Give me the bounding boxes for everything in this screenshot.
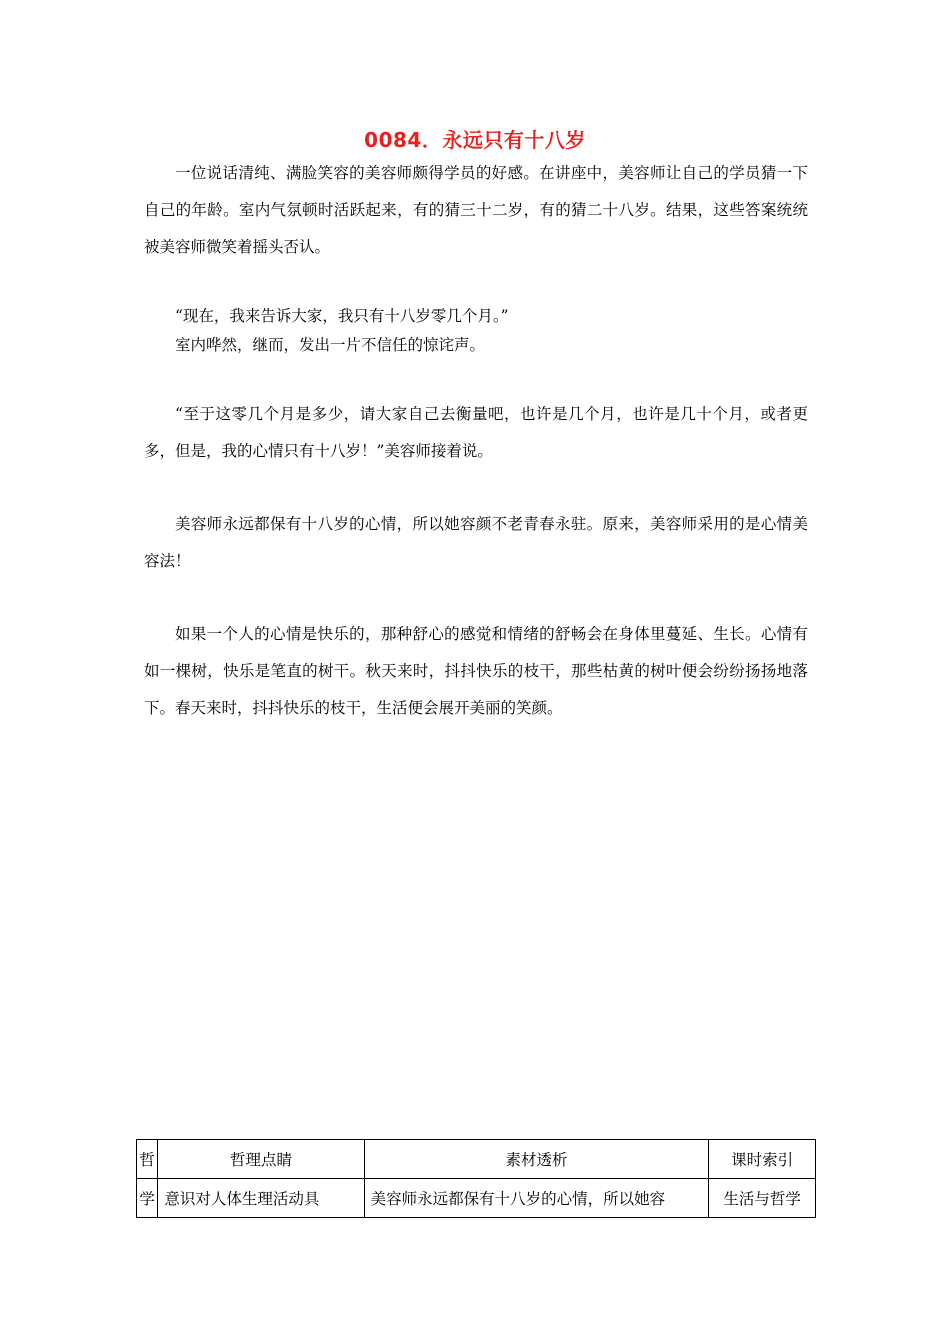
table-header-row <box>137 1140 816 1179</box>
paragraph-5: 美容师永远都保有十八岁的心情，所以她容颜不老青春永驻。原来，美容师采用的是心情美容法！ <box>144 515 808 570</box>
paragraph-2: “现在，我来告诉大家，我只有十八岁零几个月。” <box>175 307 509 325</box>
paragraph-4: “至于这零几个月是多少，请大家自己去衡量吧，也许是几个月，也许是几十个月，或者更多，但是，我的心情只有十八岁！”美容师接着说。 <box>144 405 808 460</box>
paragraph-6: 如果一个人的心情是快乐的，那种舒心的感觉和情绪的舒畅会在身体里蔓延、生长。心情有如一棵树，快乐是笔直的树干。秋天来时，抖抖快乐的枝干，那些枯黄的树叶便会纷纷扬扬地落下。春天来时，抖抖快乐的枝干，生活便会展开美丽的笑颜。 <box>144 625 808 717</box>
side-label-bottom: 学 <box>137 1179 158 1218</box>
paragraph-1: 一位说话清纯、满脸笑容的美容师颇得学员的好感。在讲座中，美容师让自己的学员猜一下自己的年龄。室内气氛顿时活跃起来，有的猜三十二岁，有的猜二十八岁。结果，这些答案统统被美容师微笑着摇头否认。 <box>144 164 808 256</box>
header-lesson-index: 课时索引 <box>709 1140 816 1179</box>
cell-material-analysis: 美容师永远都保有十八岁的心情，所以她容 <box>364 1179 709 1218</box>
document-title: 0084．永远只有十八岁 <box>364 128 586 152</box>
philosophy-index-table <box>136 1139 816 1218</box>
header-key-point: 哲理点睛 <box>158 1140 364 1179</box>
cell-lesson-index: 生活与哲学 <box>709 1179 816 1218</box>
paragraph-3: 室内哗然，继而，发出一片不信任的惊诧声。 <box>175 336 486 354</box>
side-label-top: 哲 <box>137 1140 158 1179</box>
header-material-analysis: 素材透析 <box>364 1140 709 1179</box>
cell-key-point: 意识对人体生理活动具 <box>158 1179 364 1218</box>
table-row <box>137 1179 816 1218</box>
article-body <box>144 155 808 727</box>
